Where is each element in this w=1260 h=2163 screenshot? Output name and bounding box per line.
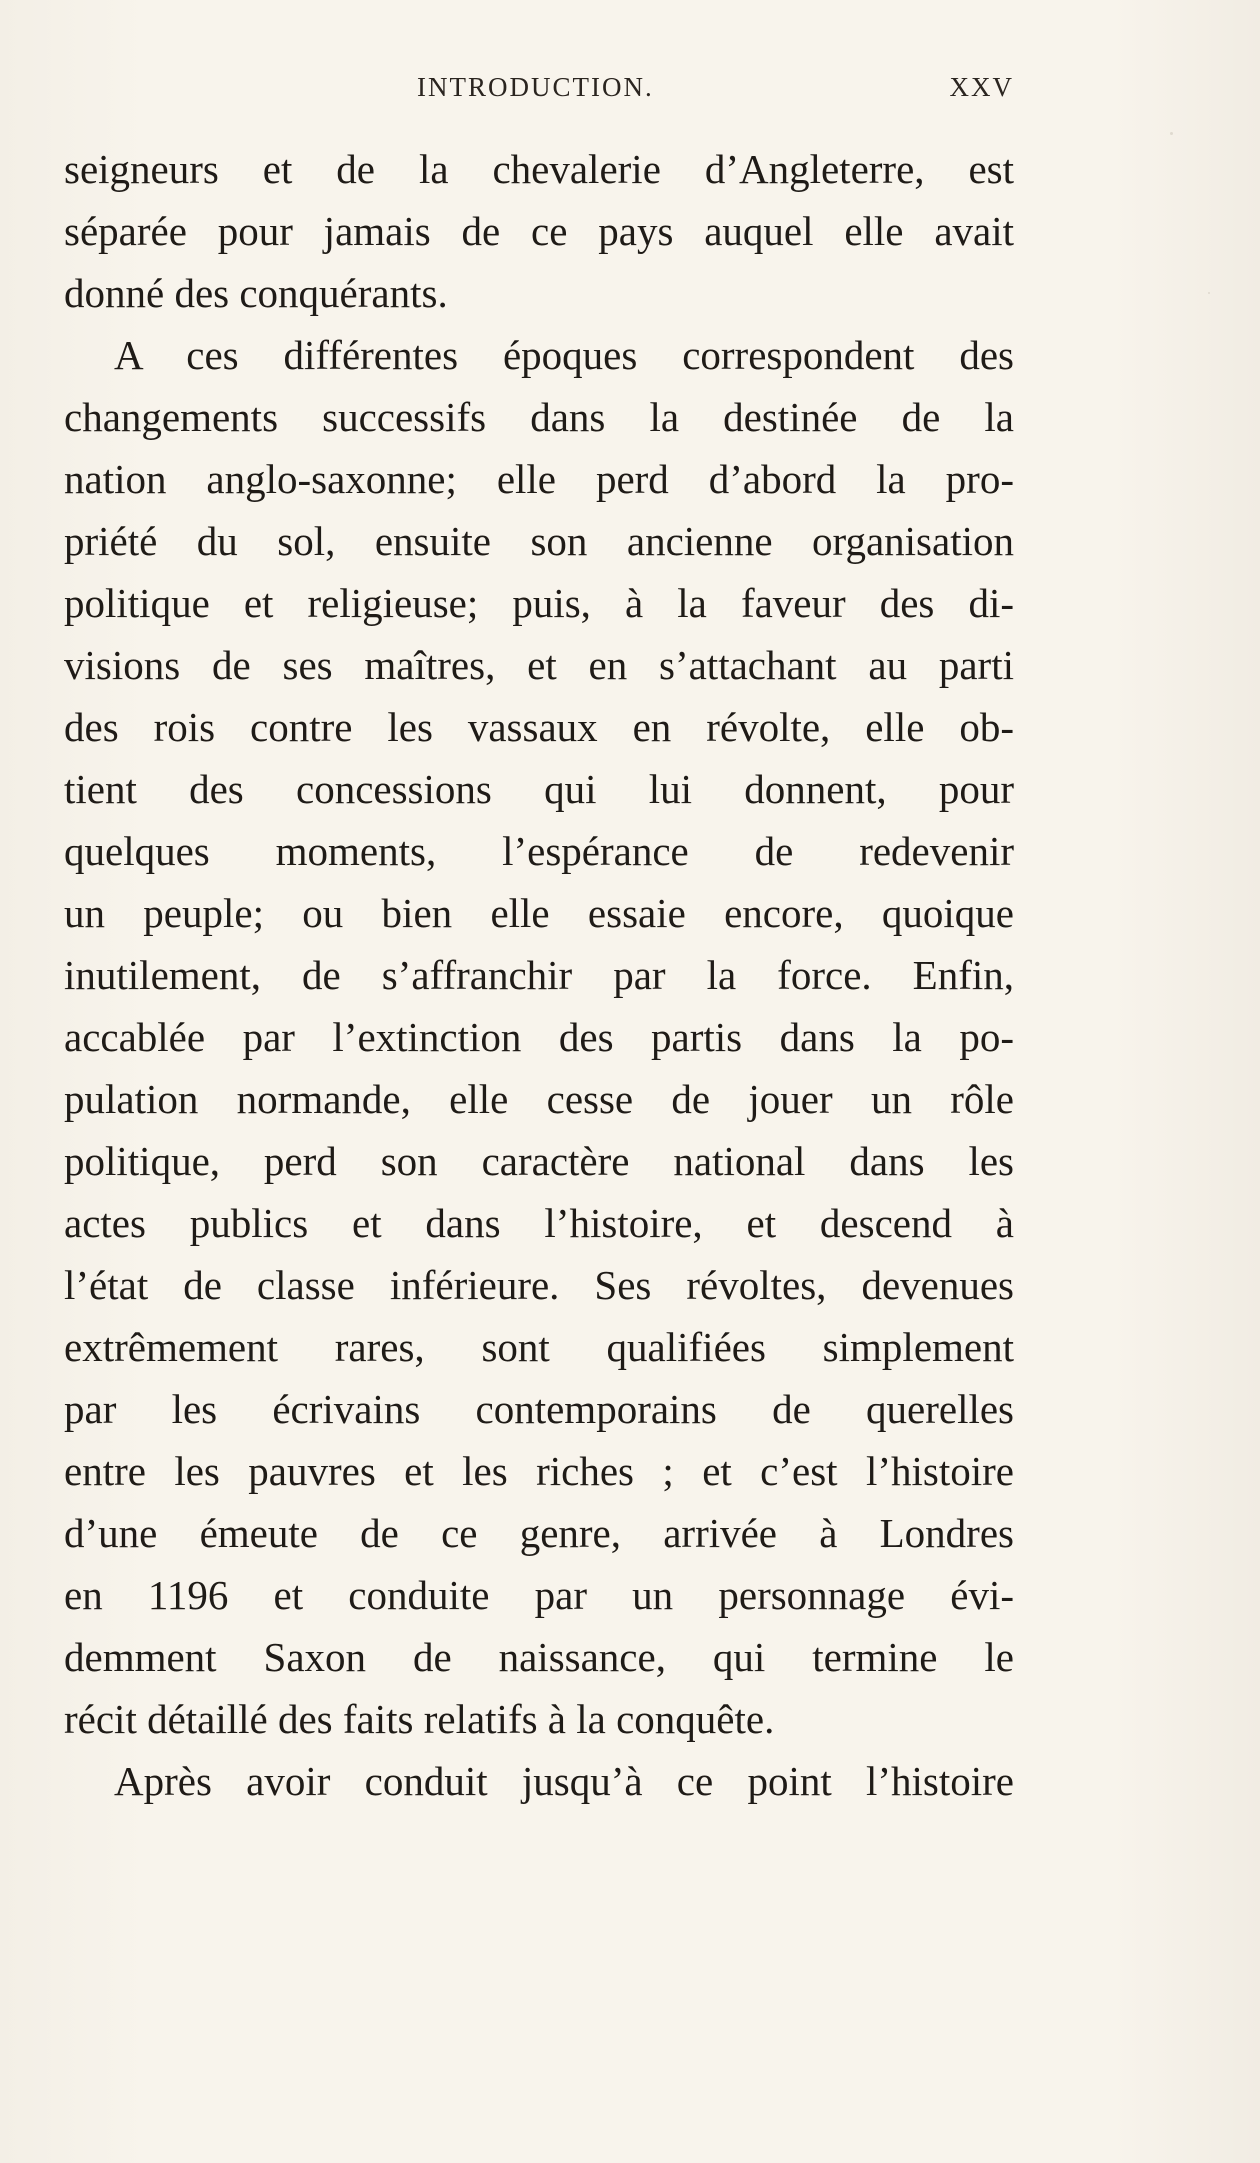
text-line: actes publics et dans l’histoire, et descend à	[64, 1200, 1014, 1246]
text-line: changements successifs dans la destinée de la	[64, 394, 1014, 440]
text-line: visions de ses maîtres, et en s’attachant au parti	[64, 642, 1014, 688]
body-text	[64, 138, 1014, 1812]
paper-speck	[1208, 292, 1210, 294]
text-line: Après avoir conduit jusqu’à ce point l’histoire	[114, 1758, 1014, 1804]
text-line: des rois contre les vassaux en révolte, elle ob-	[64, 704, 1014, 750]
text-line: extrêmement rares, sont qualifiées simplement	[64, 1324, 1014, 1370]
text-line: accablée par l’extinction des partis dans la po-	[64, 1014, 1014, 1060]
text-line: entre les pauvres et les riches ; et c’est l’histoire	[64, 1448, 1014, 1494]
text-line: priété du sol, ensuite son ancienne organisation	[64, 518, 1014, 564]
text-line: tient des concessions qui lui donnent, pour	[64, 766, 1014, 812]
text-line: pulation normande, elle cesse de jouer un rôle	[64, 1076, 1014, 1122]
text-line: en 1196 et conduite par un personnage évi-	[64, 1572, 1014, 1618]
text-line: nation anglo-saxonne; elle perd d’abord la pro-	[64, 456, 1014, 502]
text-line: politique, perd son caractère national dans les	[64, 1138, 1014, 1184]
running-title: INTRODUCTION.	[417, 72, 654, 102]
text-line: quelques moments, l’espérance de redevenir	[64, 828, 1014, 874]
running-head	[64, 72, 1014, 112]
text-line: seigneurs et de la chevalerie d’Angleterre, est	[64, 146, 1014, 192]
text-line: l’état de classe inférieure. Ses révoltes, devenues	[64, 1262, 1014, 1308]
paper-speck	[1170, 132, 1173, 135]
text-line: A ces différentes époques correspondent des	[114, 332, 1014, 378]
text-line: récit détaillé des faits relatifs à la conquête.	[64, 1696, 775, 1742]
text-line: un peuple; ou bien elle essaie encore, quoique	[64, 890, 1014, 936]
page-number: XXV	[949, 72, 1014, 102]
text-line: par les écrivains contemporains de querelles	[64, 1386, 1014, 1432]
text-line: donné des conquérants.	[64, 270, 448, 316]
text-line: d’une émeute de ce genre, arrivée à Londres	[64, 1510, 1014, 1556]
text-line: politique et religieuse; puis, à la faveur des di-	[64, 580, 1014, 626]
text-line: séparée pour jamais de ce pays auquel elle avait	[64, 208, 1014, 254]
text-line: inutilement, de s’affranchir par la force. Enfin,	[64, 952, 1014, 998]
text-line: demment Saxon de naissance, qui termine le	[64, 1634, 1014, 1680]
